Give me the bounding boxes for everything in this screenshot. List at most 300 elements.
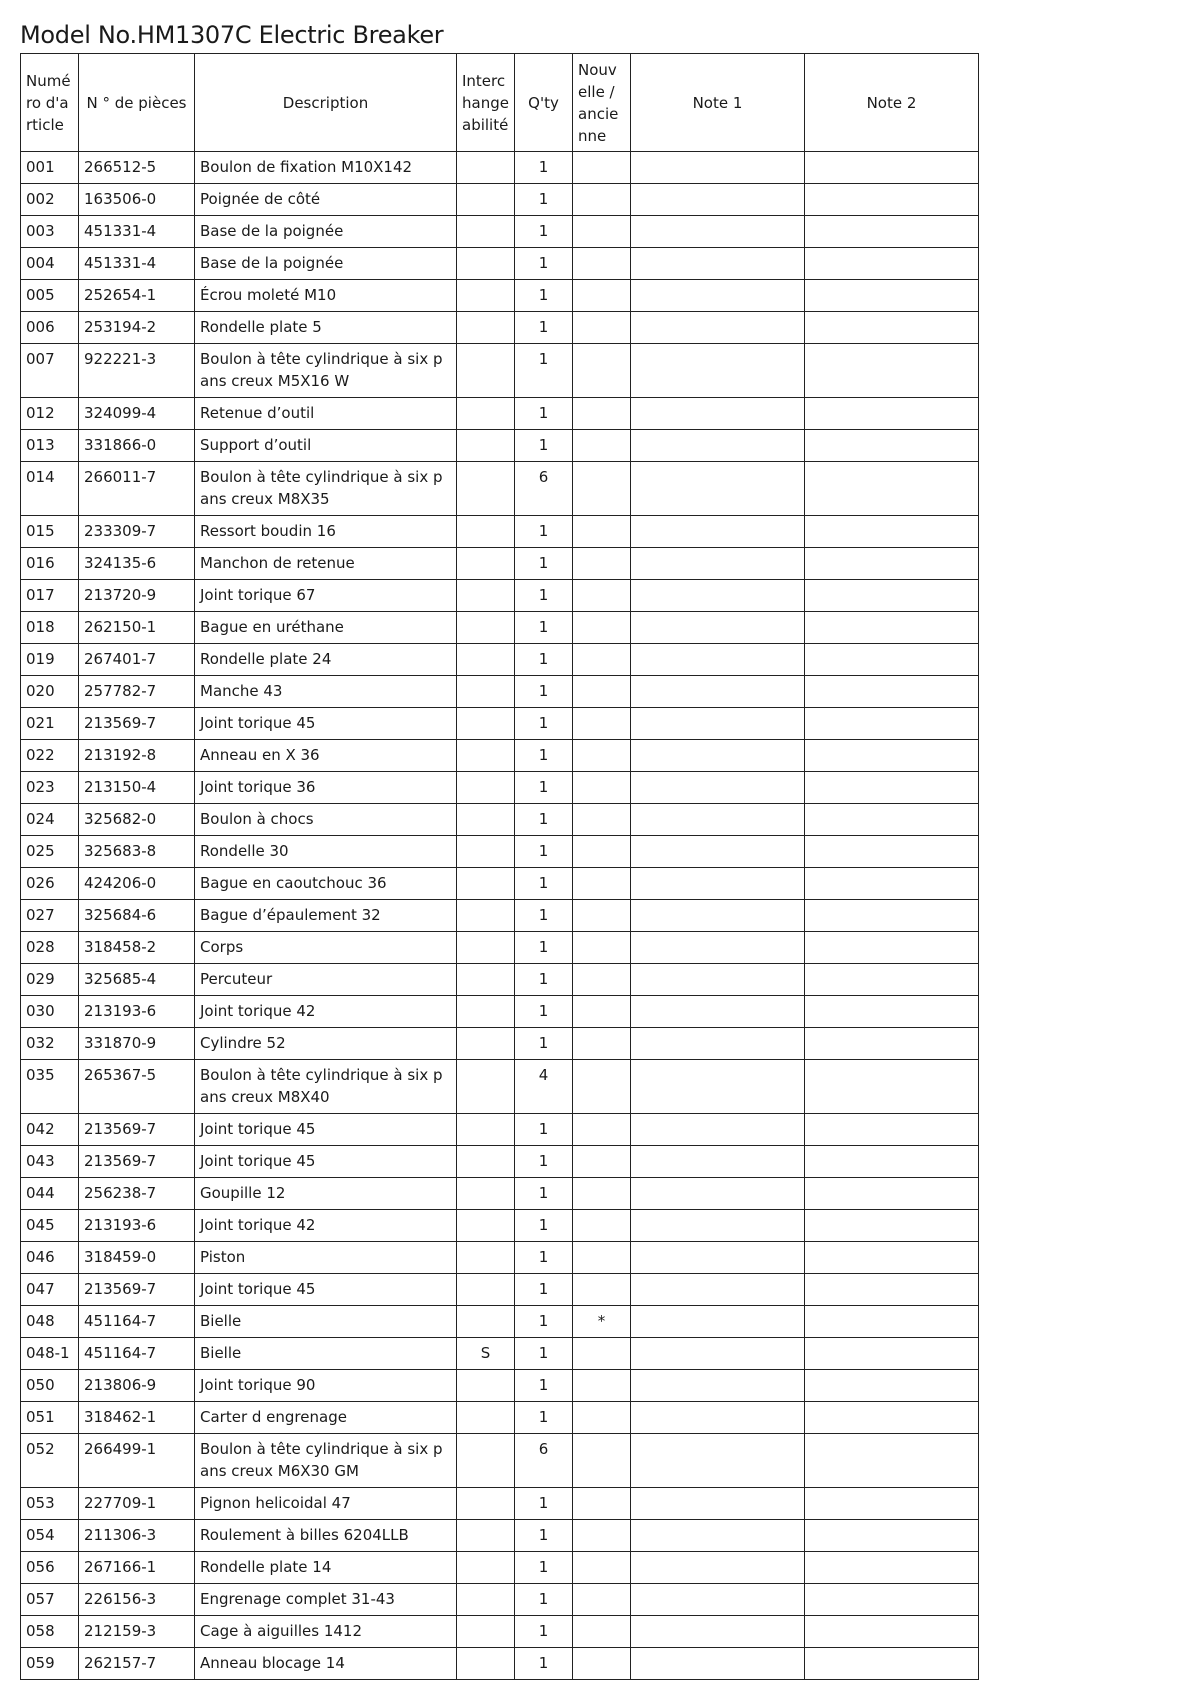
- cell-item-number: 004: [21, 248, 79, 280]
- cell-part-number: 266499-1: [79, 1434, 195, 1488]
- cell-new-old: [573, 1648, 631, 1680]
- table-row: [21, 1114, 979, 1146]
- cell-note-2: [805, 836, 979, 868]
- cell-item-number: 053: [21, 1488, 79, 1520]
- cell-part-number: 451164-7: [79, 1338, 195, 1370]
- cell-new-old: [573, 1274, 631, 1306]
- cell-note-2: [805, 312, 979, 344]
- table-row: [21, 868, 979, 900]
- table-row: [21, 462, 979, 516]
- cell-note-1: [631, 1060, 805, 1114]
- cell-note-2: [805, 964, 979, 996]
- cell-description: Rondelle plate 24: [195, 644, 457, 676]
- table-row: [21, 740, 979, 772]
- cell-part-number: 324135-6: [79, 548, 195, 580]
- cell-item-number: 044: [21, 1178, 79, 1210]
- cell-note-1: [631, 1028, 805, 1060]
- cell-item-number: 001: [21, 152, 79, 184]
- cell-item-number: 020: [21, 676, 79, 708]
- cell-item-number: 032: [21, 1028, 79, 1060]
- cell-new-old: [573, 516, 631, 548]
- cell-note-2: [805, 430, 979, 462]
- cell-interchangeability: [457, 1370, 515, 1402]
- cell-new-old: [573, 996, 631, 1028]
- cell-note-1: [631, 1178, 805, 1210]
- cell-interchangeability: [457, 1648, 515, 1680]
- cell-quantity: 1: [515, 836, 573, 868]
- table-row: [21, 1488, 979, 1520]
- cell-note-1: [631, 1488, 805, 1520]
- cell-part-number: 213150-4: [79, 772, 195, 804]
- cell-item-number: 023: [21, 772, 79, 804]
- cell-description: Boulon à tête cylindrique à six pans creux M8X40: [195, 1060, 457, 1114]
- table-row: [21, 1274, 979, 1306]
- cell-note-1: [631, 462, 805, 516]
- cell-new-old: [573, 184, 631, 216]
- cell-note-2: [805, 1274, 979, 1306]
- cell-new-old: [573, 1028, 631, 1060]
- cell-item-number: 013: [21, 430, 79, 462]
- cell-note-2: [805, 280, 979, 312]
- cell-new-old: [573, 644, 631, 676]
- table-row: [21, 612, 979, 644]
- cell-part-number: 252654-1: [79, 280, 195, 312]
- cell-new-old: [573, 1242, 631, 1274]
- cell-note-1: [631, 152, 805, 184]
- cell-new-old: [573, 430, 631, 462]
- table-row: [21, 430, 979, 462]
- cell-item-number: 018: [21, 612, 79, 644]
- cell-note-1: [631, 280, 805, 312]
- table-row: [21, 1552, 979, 1584]
- cell-new-old: [573, 1146, 631, 1178]
- cell-note-1: [631, 900, 805, 932]
- cell-new-old: [573, 612, 631, 644]
- table-row: [21, 1616, 979, 1648]
- cell-part-number: 213569-7: [79, 1146, 195, 1178]
- cell-description: Rondelle 30: [195, 836, 457, 868]
- cell-interchangeability: [457, 280, 515, 312]
- cell-description: Base de la poignée: [195, 216, 457, 248]
- cell-item-number: 028: [21, 932, 79, 964]
- cell-item-number: 026: [21, 868, 79, 900]
- cell-note-2: [805, 1402, 979, 1434]
- cell-part-number: 265367-5: [79, 1060, 195, 1114]
- cell-description: Joint torique 45: [195, 1114, 457, 1146]
- cell-quantity: 1: [515, 900, 573, 932]
- cell-new-old: [573, 932, 631, 964]
- page-title: Model No.HM1307C Electric Breaker: [20, 21, 444, 49]
- cell-note-1: [631, 804, 805, 836]
- cell-new-old: [573, 152, 631, 184]
- table-row: [21, 184, 979, 216]
- cell-new-old: [573, 676, 631, 708]
- cell-quantity: 1: [515, 964, 573, 996]
- table-row: [21, 548, 979, 580]
- cell-description: Joint torique 67: [195, 580, 457, 612]
- cell-quantity: 4: [515, 1060, 573, 1114]
- cell-note-2: [805, 184, 979, 216]
- cell-new-old: [573, 964, 631, 996]
- cell-interchangeability: [457, 804, 515, 836]
- cell-part-number: 163506-0: [79, 184, 195, 216]
- cell-note-2: [805, 612, 979, 644]
- cell-interchangeability: [457, 312, 515, 344]
- cell-item-number: 057: [21, 1584, 79, 1616]
- table-row: [21, 996, 979, 1028]
- cell-description: Bielle: [195, 1306, 457, 1338]
- cell-interchangeability: [457, 516, 515, 548]
- cell-part-number: 213193-6: [79, 996, 195, 1028]
- cell-item-number: 045: [21, 1210, 79, 1242]
- cell-new-old: [573, 804, 631, 836]
- cell-item-number: 051: [21, 1402, 79, 1434]
- cell-part-number: 262157-7: [79, 1648, 195, 1680]
- cell-new-old: [573, 1338, 631, 1370]
- cell-interchangeability: [457, 216, 515, 248]
- cell-description: Joint torique 45: [195, 1274, 457, 1306]
- cell-item-number: 003: [21, 216, 79, 248]
- cell-new-old: [573, 344, 631, 398]
- cell-note-2: [805, 580, 979, 612]
- cell-note-2: [805, 1520, 979, 1552]
- cell-item-number: 043: [21, 1146, 79, 1178]
- cell-note-1: [631, 1146, 805, 1178]
- cell-description: Corps: [195, 932, 457, 964]
- cell-interchangeability: [457, 1306, 515, 1338]
- cell-interchangeability: [457, 964, 515, 996]
- cell-note-1: [631, 964, 805, 996]
- cell-new-old: [573, 1210, 631, 1242]
- cell-interchangeability: [457, 184, 515, 216]
- cell-part-number: 318458-2: [79, 932, 195, 964]
- cell-part-number: 262150-1: [79, 612, 195, 644]
- header-new-old: Nouvelle / ancienne: [573, 54, 631, 152]
- cell-part-number: 922221-3: [79, 344, 195, 398]
- cell-note-1: [631, 644, 805, 676]
- cell-new-old: [573, 1114, 631, 1146]
- cell-note-2: [805, 804, 979, 836]
- cell-note-1: [631, 1338, 805, 1370]
- cell-part-number: 213569-7: [79, 708, 195, 740]
- table-row: [21, 708, 979, 740]
- cell-new-old: [573, 1370, 631, 1402]
- cell-quantity: 6: [515, 462, 573, 516]
- cell-note-1: [631, 184, 805, 216]
- header-description: Description: [195, 54, 457, 152]
- cell-interchangeability: [457, 1488, 515, 1520]
- cell-note-1: [631, 548, 805, 580]
- cell-part-number: 331870-9: [79, 1028, 195, 1060]
- cell-part-number: 325682-0: [79, 804, 195, 836]
- cell-part-number: 325685-4: [79, 964, 195, 996]
- cell-item-number: 014: [21, 462, 79, 516]
- cell-note-1: [631, 772, 805, 804]
- cell-quantity: 1: [515, 676, 573, 708]
- cell-description: Cylindre 52: [195, 1028, 457, 1060]
- cell-note-2: [805, 1370, 979, 1402]
- table-header-row: [21, 54, 979, 152]
- cell-part-number: 424206-0: [79, 868, 195, 900]
- header-note-2: Note 2: [805, 54, 979, 152]
- cell-note-1: [631, 708, 805, 740]
- cell-note-2: [805, 462, 979, 516]
- cell-item-number: 046: [21, 1242, 79, 1274]
- cell-quantity: 6: [515, 1434, 573, 1488]
- cell-description: Piston: [195, 1242, 457, 1274]
- cell-item-number: 054: [21, 1520, 79, 1552]
- cell-part-number: 451331-4: [79, 216, 195, 248]
- table-row: [21, 1242, 979, 1274]
- table-row: [21, 1648, 979, 1680]
- table-row: [21, 344, 979, 398]
- table-row: [21, 1028, 979, 1060]
- cell-note-2: [805, 1028, 979, 1060]
- cell-note-2: [805, 676, 979, 708]
- cell-note-1: [631, 312, 805, 344]
- cell-quantity: 1: [515, 1552, 573, 1584]
- cell-item-number: 025: [21, 836, 79, 868]
- cell-note-1: [631, 1210, 805, 1242]
- cell-description: Percuteur: [195, 964, 457, 996]
- cell-note-2: [805, 772, 979, 804]
- cell-note-2: [805, 248, 979, 280]
- cell-description: Bague en caoutchouc 36: [195, 868, 457, 900]
- cell-item-number: 015: [21, 516, 79, 548]
- cell-note-2: [805, 740, 979, 772]
- cell-note-1: [631, 836, 805, 868]
- cell-note-1: [631, 996, 805, 1028]
- cell-interchangeability: [457, 1242, 515, 1274]
- cell-description: Boulon à chocs: [195, 804, 457, 836]
- cell-note-1: [631, 1584, 805, 1616]
- cell-quantity: 1: [515, 708, 573, 740]
- cell-note-1: [631, 216, 805, 248]
- cell-interchangeability: [457, 548, 515, 580]
- cell-description: Manche 43: [195, 676, 457, 708]
- cell-description: Écrou moleté M10: [195, 280, 457, 312]
- cell-note-2: [805, 216, 979, 248]
- cell-part-number: 213193-6: [79, 1210, 195, 1242]
- cell-note-1: [631, 1552, 805, 1584]
- cell-description: Base de la poignée: [195, 248, 457, 280]
- cell-interchangeability: [457, 1178, 515, 1210]
- cell-quantity: 1: [515, 1338, 573, 1370]
- cell-description: Cage à aiguilles 1412: [195, 1616, 457, 1648]
- table-row: [21, 1210, 979, 1242]
- cell-description: Ressort boudin 16: [195, 516, 457, 548]
- cell-note-1: [631, 1242, 805, 1274]
- table-row: [21, 676, 979, 708]
- cell-interchangeability: [457, 1274, 515, 1306]
- cell-interchangeability: [457, 644, 515, 676]
- table-row: [21, 1584, 979, 1616]
- cell-interchangeability: [457, 900, 515, 932]
- cell-quantity: 1: [515, 1648, 573, 1680]
- cell-interchangeability: [457, 1028, 515, 1060]
- cell-quantity: 1: [515, 1242, 573, 1274]
- cell-part-number: 331866-0: [79, 430, 195, 462]
- cell-interchangeability: [457, 1114, 515, 1146]
- cell-quantity: 1: [515, 612, 573, 644]
- cell-interchangeability: [457, 868, 515, 900]
- cell-new-old: [573, 868, 631, 900]
- cell-item-number: 024: [21, 804, 79, 836]
- cell-quantity: 1: [515, 1146, 573, 1178]
- cell-quantity: 1: [515, 1402, 573, 1434]
- cell-part-number: 266011-7: [79, 462, 195, 516]
- cell-quantity: 1: [515, 1520, 573, 1552]
- cell-description: Rondelle plate 5: [195, 312, 457, 344]
- cell-description: Engrenage complet 31-43: [195, 1584, 457, 1616]
- cell-note-2: [805, 152, 979, 184]
- cell-part-number: 213569-7: [79, 1274, 195, 1306]
- cell-new-old: [573, 836, 631, 868]
- cell-note-2: [805, 1242, 979, 1274]
- cell-interchangeability: [457, 772, 515, 804]
- cell-quantity: 1: [515, 152, 573, 184]
- cell-note-2: [805, 1060, 979, 1114]
- cell-interchangeability: [457, 1584, 515, 1616]
- cell-note-1: [631, 1434, 805, 1488]
- cell-quantity: 1: [515, 1306, 573, 1338]
- cell-note-1: [631, 1274, 805, 1306]
- cell-new-old: [573, 462, 631, 516]
- table-row: [21, 516, 979, 548]
- header-part-number: N ° de pièces: [79, 54, 195, 152]
- table-row: [21, 1338, 979, 1370]
- cell-description: Anneau blocage 14: [195, 1648, 457, 1680]
- cell-description: Joint torique 42: [195, 996, 457, 1028]
- cell-quantity: 1: [515, 280, 573, 312]
- table-row: [21, 1060, 979, 1114]
- cell-part-number: 212159-3: [79, 1616, 195, 1648]
- cell-interchangeability: [457, 1210, 515, 1242]
- table-row: [21, 216, 979, 248]
- cell-note-2: [805, 1146, 979, 1178]
- cell-item-number: 016: [21, 548, 79, 580]
- cell-new-old: [573, 398, 631, 430]
- cell-note-1: [631, 932, 805, 964]
- cell-item-number: 012: [21, 398, 79, 430]
- cell-interchangeability: [457, 580, 515, 612]
- cell-part-number: 213720-9: [79, 580, 195, 612]
- cell-part-number: 253194-2: [79, 312, 195, 344]
- cell-item-number: 027: [21, 900, 79, 932]
- cell-note-2: [805, 344, 979, 398]
- cell-description: Rondelle plate 14: [195, 1552, 457, 1584]
- cell-item-number: 002: [21, 184, 79, 216]
- cell-new-old: [573, 548, 631, 580]
- cell-item-number: 029: [21, 964, 79, 996]
- cell-quantity: 1: [515, 868, 573, 900]
- cell-part-number: 266512-5: [79, 152, 195, 184]
- cell-description: Joint torique 90: [195, 1370, 457, 1402]
- cell-description: Joint torique 36: [195, 772, 457, 804]
- cell-part-number: 213806-9: [79, 1370, 195, 1402]
- cell-new-old: [573, 280, 631, 312]
- cell-quantity: 1: [515, 398, 573, 430]
- cell-interchangeability: [457, 612, 515, 644]
- cell-quantity: 1: [515, 248, 573, 280]
- cell-quantity: 1: [515, 1274, 573, 1306]
- cell-description: Manchon de retenue: [195, 548, 457, 580]
- table-row: [21, 644, 979, 676]
- cell-part-number: 226156-3: [79, 1584, 195, 1616]
- cell-note-1: [631, 1648, 805, 1680]
- cell-note-1: [631, 580, 805, 612]
- cell-quantity: 1: [515, 1028, 573, 1060]
- cell-new-old: [573, 1060, 631, 1114]
- table-row: [21, 836, 979, 868]
- cell-interchangeability: [457, 1520, 515, 1552]
- table-row: [21, 248, 979, 280]
- parts-table: [20, 53, 979, 1680]
- cell-note-2: [805, 1616, 979, 1648]
- cell-new-old: [573, 580, 631, 612]
- cell-quantity: 1: [515, 996, 573, 1028]
- cell-part-number: 451164-7: [79, 1306, 195, 1338]
- cell-note-1: [631, 1616, 805, 1648]
- cell-note-2: [805, 996, 979, 1028]
- cell-description: Carter d engrenage: [195, 1402, 457, 1434]
- cell-note-2: [805, 516, 979, 548]
- cell-note-2: [805, 900, 979, 932]
- cell-note-2: [805, 1306, 979, 1338]
- cell-note-1: [631, 1370, 805, 1402]
- cell-item-number: 017: [21, 580, 79, 612]
- cell-interchangeability: [457, 430, 515, 462]
- cell-note-2: [805, 1552, 979, 1584]
- cell-item-number: 005: [21, 280, 79, 312]
- cell-item-number: 019: [21, 644, 79, 676]
- header-item-number: Numéro d'article: [21, 54, 79, 152]
- cell-quantity: 1: [515, 184, 573, 216]
- cell-item-number: 052: [21, 1434, 79, 1488]
- cell-interchangeability: [457, 1146, 515, 1178]
- cell-interchangeability: [457, 676, 515, 708]
- cell-quantity: 1: [515, 772, 573, 804]
- cell-note-1: [631, 676, 805, 708]
- table-row: [21, 1146, 979, 1178]
- cell-interchangeability: [457, 1616, 515, 1648]
- cell-note-1: [631, 344, 805, 398]
- cell-description: Anneau en X 36: [195, 740, 457, 772]
- cell-part-number: 257782-7: [79, 676, 195, 708]
- cell-new-old: [573, 1552, 631, 1584]
- cell-note-2: [805, 868, 979, 900]
- cell-quantity: 1: [515, 430, 573, 462]
- cell-quantity: 1: [515, 1370, 573, 1402]
- cell-note-1: [631, 1402, 805, 1434]
- cell-interchangeability: [457, 708, 515, 740]
- cell-description: Bague en uréthane: [195, 612, 457, 644]
- table-row: [21, 932, 979, 964]
- cell-new-old: [573, 1178, 631, 1210]
- cell-interchangeability: [457, 398, 515, 430]
- cell-part-number: 451331-4: [79, 248, 195, 280]
- cell-note-2: [805, 1178, 979, 1210]
- cell-part-number: 318459-0: [79, 1242, 195, 1274]
- cell-quantity: 1: [515, 1210, 573, 1242]
- cell-quantity: 1: [515, 804, 573, 836]
- cell-note-2: [805, 1434, 979, 1488]
- header-interchangeability: Interchangeabilité: [457, 54, 515, 152]
- cell-note-2: [805, 1584, 979, 1616]
- cell-item-number: 021: [21, 708, 79, 740]
- cell-new-old: [573, 1616, 631, 1648]
- cell-quantity: 1: [515, 1584, 573, 1616]
